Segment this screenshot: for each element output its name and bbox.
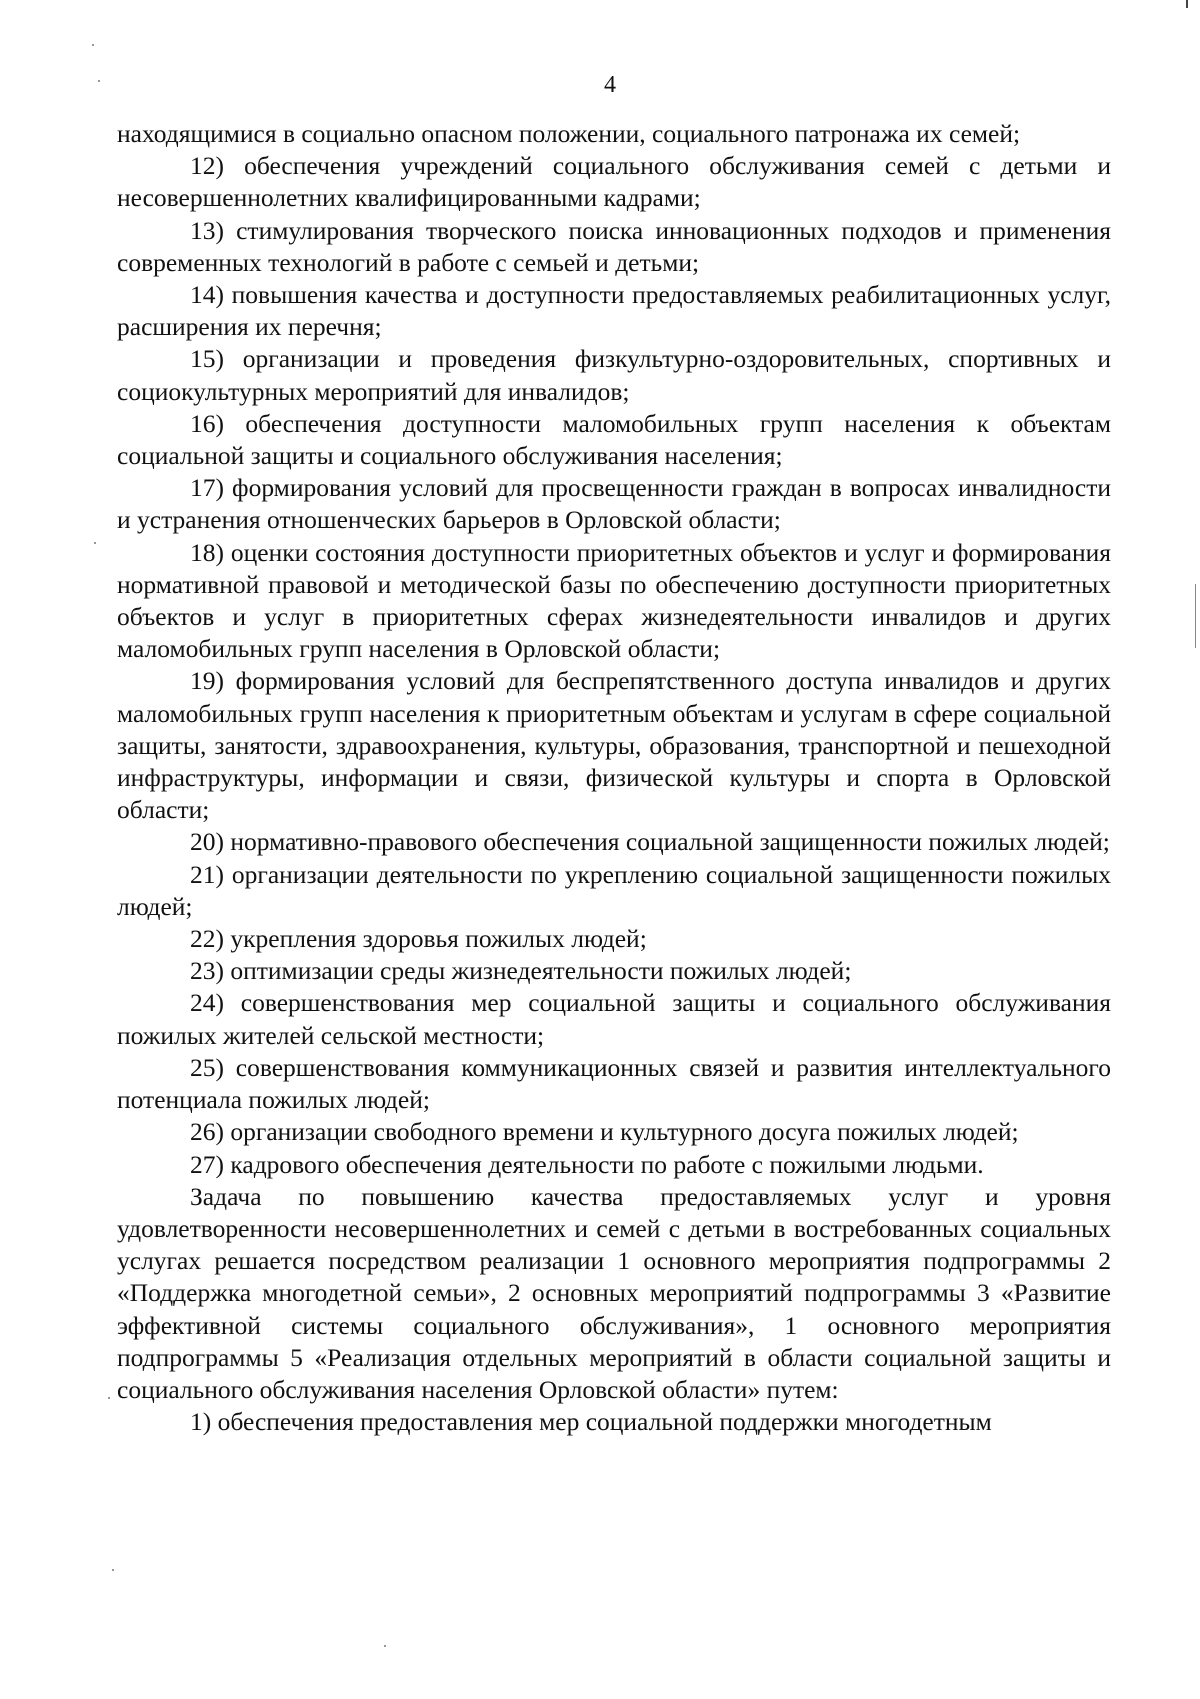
paragraph: 15) организации и проведения физкультурно-оздоровительных, спортивных и социокультурных мероприятий для инвалидов; (117, 344, 1111, 406)
paragraph: 18) оценки состояния доступности приоритетных объектов и услуг и формирования нормативной правовой и методической базы по обеспечению доступности приоритетных объектов и услуг в приоритетных сферах жизнедеятельности инвалидов и других маломобильных групп населения в Орловской области; (117, 537, 1111, 664)
paragraph: Задача по повышению качества предоставляемых услуг и уровня удовлетворенности несовершеннолетних и семей с детьми в востребованных социальных услугах решается посредством реализации 1 основного мероприятия подпрограммы 2 «Поддержка многодетной семьи», 2 основных мероприятий подпрограммы 3 «Развитие эффективной системы социального обслуживания», 1 основного мероприятия подпрограммы 5 «Реализация отдельных мероприятий в области социальной защиты и социального обслуживания населения Орловской области» путем: (117, 1181, 1111, 1404)
paragraph: находящимися в социально опасном положении, социального патронажа их семей; (117, 119, 1021, 148)
scan-speck (384, 1645, 386, 1647)
scan-margin-line (1195, 584, 1196, 648)
paragraph: 19) формирования условий для беспрепятственного доступа инвалидов и других маломобильных групп населения к приоритетным объектам и услугам в сфере социальной защиты, занятости, здравоохранения, культуры, образования, транспортной и пешеходной инфраструктуры, информации и связи, физической культуры и спорта в Орловской области; (117, 666, 1111, 825)
page-number: 4 (604, 72, 616, 98)
paragraph: 26) организации свободного времени и культурного досуга пожилых людей; (190, 1117, 1019, 1147)
paragraph: 16) обеспечения доступности маломобильных групп населения к объектам социальной защиты и социального обслуживания населения; (117, 408, 1111, 471)
document-body (117, 118, 1111, 1438)
scan-edge-mark (1186, 0, 1188, 8)
scan-speck (94, 542, 96, 544)
paragraph: 24) совершенствования мер социальной защиты и социального обслуживания пожилых жителей сельской местности; (117, 988, 1111, 1050)
paragraph: 1) обеспечения предоставления мер социальной поддержки многодетным (190, 1407, 992, 1437)
paragraph: 20) нормативно-правового обеспечения социальной защищенности пожилых людей; (190, 827, 1110, 857)
scan-speck (108, 1397, 110, 1399)
scan-speck (92, 44, 94, 46)
paragraph: 13) стимулирования творческого поиска инновационных подходов и применения современных технологий в работе с семьей и детьми; (117, 215, 1111, 277)
paragraph: 21) организации деятельности по укреплению социальной защищенности пожилых людей; (117, 859, 1111, 921)
paragraph: 25) совершенствования коммуникационных связей и развития интеллектуального потенциала пожилых людей; (117, 1052, 1111, 1115)
scan-speck (98, 80, 100, 82)
paragraph: 27) кадрового обеспечения деятельности по работе с пожилыми людьми. (190, 1149, 984, 1179)
paragraph: 17) формирования условий для просвещенности граждан в вопросах инвалидности и устранения отношенческих барьеров в Орловской области; (117, 473, 1111, 535)
paragraph: 22) укрепления здоровья пожилых людей; (190, 924, 647, 954)
paragraph: 14) повышения качества и доступности предоставляемых реабилитационных услуг, расширения их перечня; (117, 280, 1111, 342)
paragraph: 23) оптимизации среды жизнедеятельности пожилых людей; (190, 956, 852, 986)
scan-speck (112, 1569, 114, 1571)
paragraph: 12) обеспечения учреждений социального обслуживания семей с детьми и несовершеннолетних квалифицированными кадрами; (117, 151, 1111, 213)
